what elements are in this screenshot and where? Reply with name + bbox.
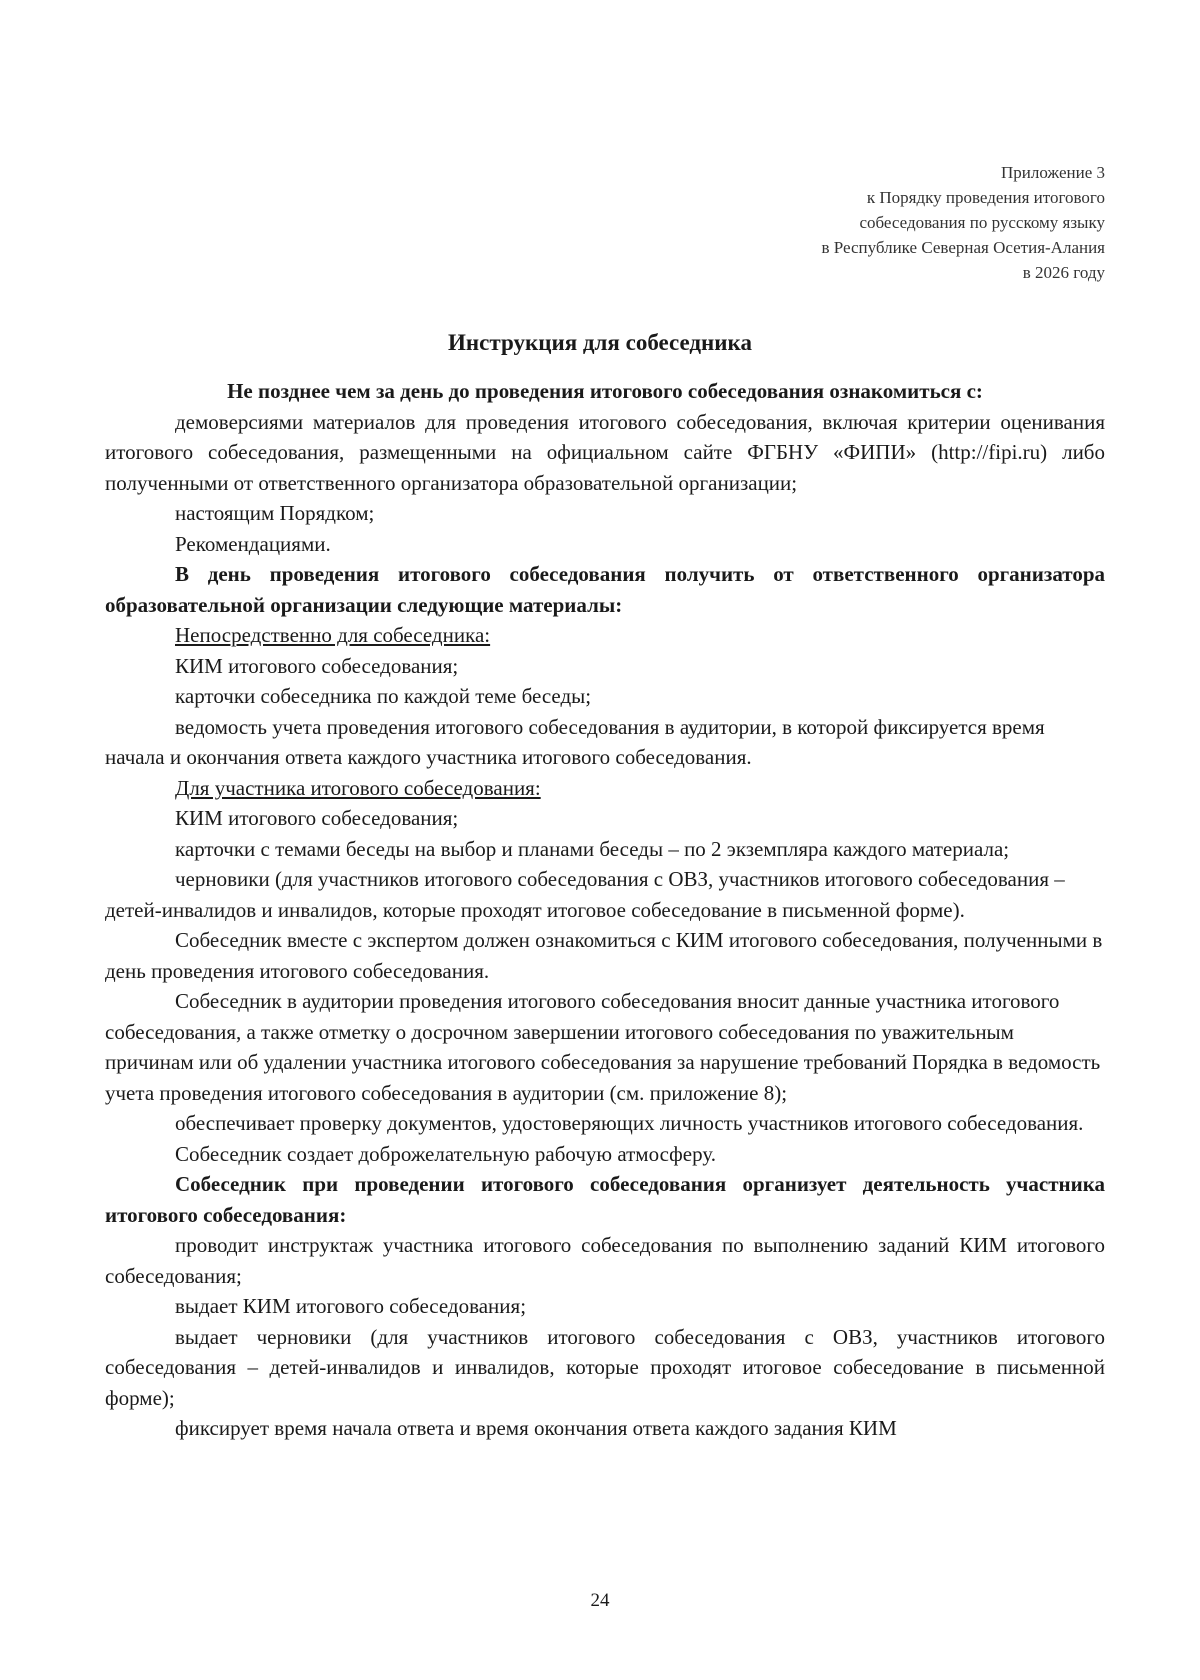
appendix-line: к Порядку проведения итогового: [866, 188, 1105, 207]
page-number: 24: [590, 1590, 610, 1611]
paragraph: Собеседник в аудитории проведения итогового собеседования вносит данные участника итогового собеседования, а также отметку о досрочном завершении итогового собеседования по уважительным причинам или об удалении участника итогового собеседования за нарушение требований Порядка в ведомость учета проведения итогового собеседования в аудитории (см. приложение 8);: [105, 989, 1101, 1105]
paragraph: фиксирует время начала ответа и время окончания ответа каждого задания КИМ: [175, 1416, 897, 1440]
paragraph: выдает черновики (для участников итогового собеседования с ОВЗ, участников итогового собеседования – детей-инвалидов и инвалидов, которые проходят итоговое собеседование в письменной форме);: [105, 1324, 1105, 1410]
appendix-header: [745, 160, 1105, 285]
subheading-text: Непосредственно для собеседника:: [175, 623, 491, 647]
paragraph: Собеседник создает доброжелательную рабочую атмосферу.: [175, 1141, 716, 1166]
paragraph: настоящим Порядком;: [175, 501, 375, 525]
document-title: Инструкция для собеседника: [448, 330, 752, 355]
paragraph-heading: Не позднее чем за день до проведения итогового собеседования ознакомиться с:: [227, 379, 983, 403]
paragraph: обеспечивает проверку документов, удостоверяющих личность участников итогового собеседования.: [175, 1111, 1084, 1135]
paragraph: Собеседник вместе с экспертом должен ознакомиться с КИМ итогового собеседования, полученными в день проведения итогового собеседования.: [105, 928, 1103, 983]
paragraph: проводит инструктаж участника итогового собеседования по выполнению заданий КИМ итогового собеседования;: [105, 1233, 1105, 1288]
subheading-text: Для участника итогового собеседования:: [175, 775, 541, 800]
appendix-line: в Республике Северная Осетия-Алания: [821, 238, 1105, 257]
document-body: [105, 376, 1105, 1444]
paragraph-heading: В день проведения итогового собеседования получить от ответственного организатора образовательной организации следующие материалы:: [105, 562, 1105, 617]
paragraph: Рекомендациями.: [175, 531, 331, 556]
subheading: [105, 773, 1105, 804]
paragraph: КИМ итогового собеседования;: [175, 653, 459, 678]
paragraph: демоверсиями материалов для проведения итогового собеседования, включая критерии оценивания итогового собеседования, размещенными на официальном сайте ФГБНУ «ФИПИ» (http://fipi.ru) либо полученными от ответственного организатора образовательной организации;: [105, 409, 1105, 495]
subheading: [105, 620, 1105, 651]
appendix-line: собеседования по русскому языку: [859, 213, 1105, 232]
appendix-line: в 2026 году: [1022, 263, 1105, 282]
paragraph: карточки собеседника по каждой теме беседы;: [175, 684, 592, 708]
paragraph: карточки с темами беседы на выбор и планами беседы – по 2 экземпляра каждого материала;: [175, 836, 1010, 861]
paragraph: КИМ итогового собеседования;: [175, 806, 459, 830]
paragraph: выдает КИМ итогового собеседования;: [175, 1294, 527, 1318]
paragraph: черновики (для участников итогового собеседования с ОВЗ, участников итогового собеседования – детей-инвалидов и инвалидов, которые проходят итоговое собеседование в письменной форме).: [105, 867, 1065, 922]
paragraph: ведомость учета проведения итогового собеседования в аудитории, в которой фиксируется время начала и окончания ответа каждого участника итогового собеседования.: [105, 714, 1045, 769]
paragraph-heading: Собеседник при проведении итогового собеседования организует деятельность участника итогового собеседования:: [105, 1172, 1105, 1227]
appendix-line: Приложение 3: [1001, 163, 1105, 182]
